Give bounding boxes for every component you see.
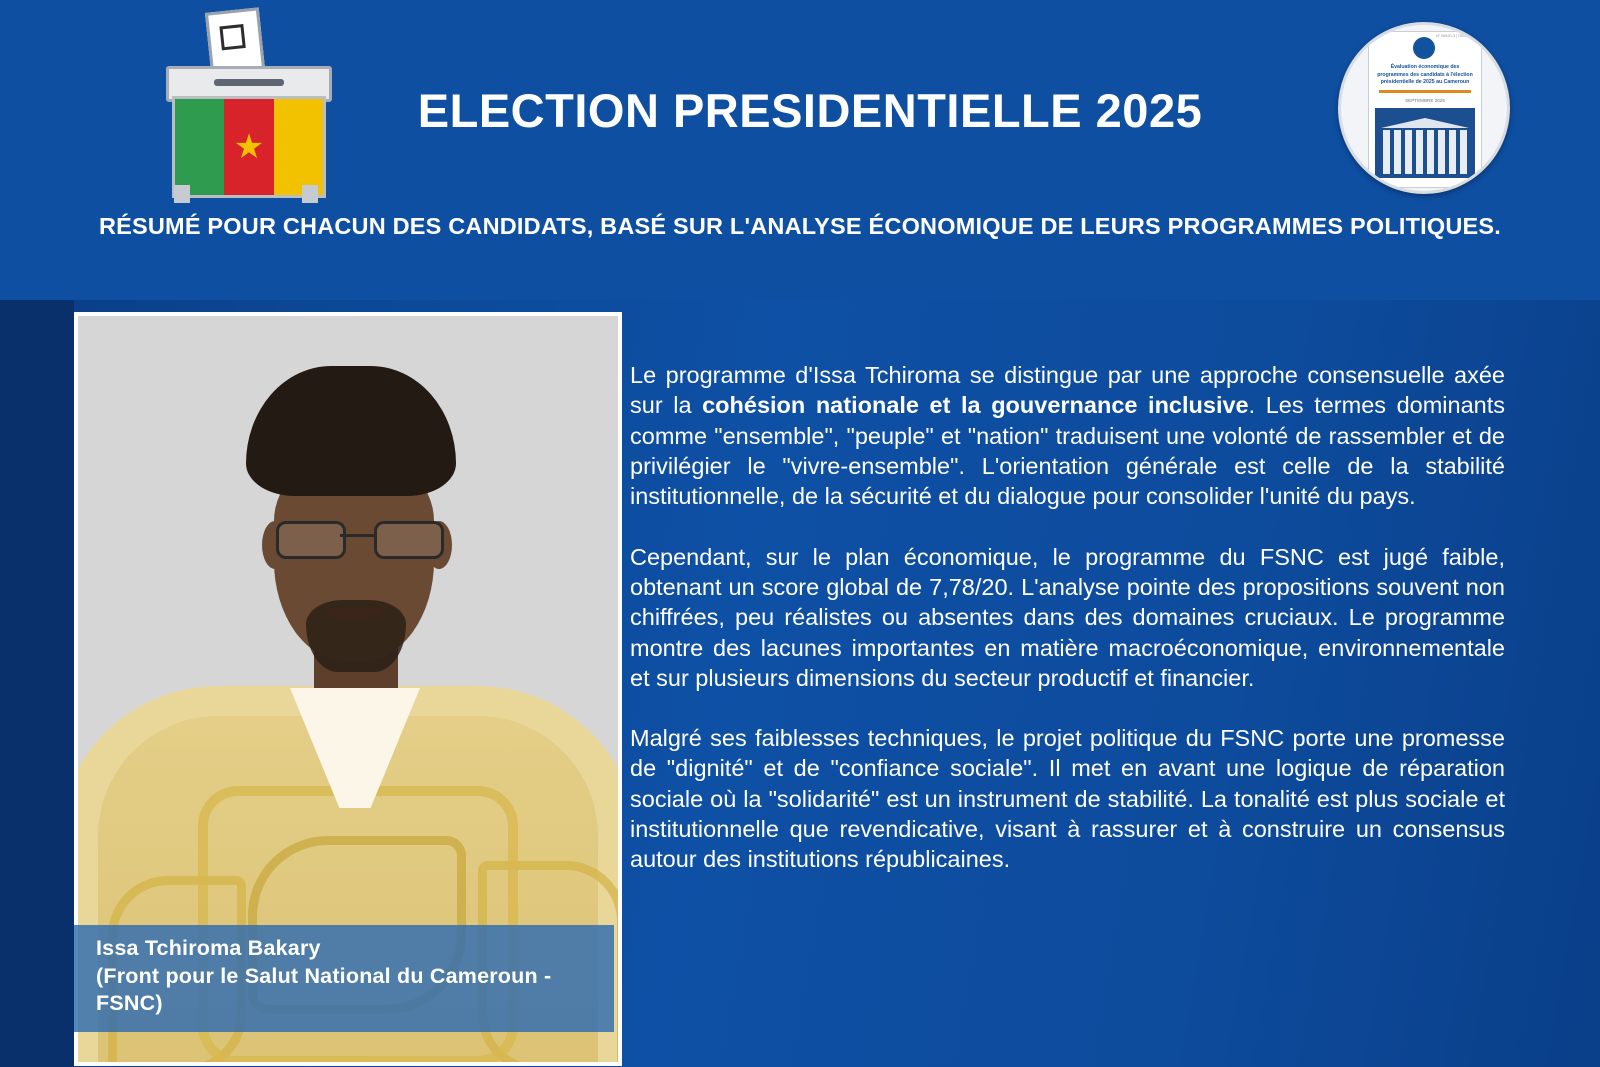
- candidate-name: Issa Tchiroma Bakary: [96, 936, 321, 960]
- ballot-box-foot-right: [302, 185, 318, 203]
- report-date: SEPTEMBRE 2025: [1405, 98, 1445, 103]
- report-title: Évaluation économique des programmes des candidats à l'élection présidentielle de 2025 au Cameroun: [1377, 64, 1473, 86]
- left-side-strip: [0, 300, 74, 1067]
- analysis-paragraph-3: Malgré ses faiblesses techniques, le projet politique du FSNC porte une promesse de "dignité" et de "confiance sociale". Il met en avant une logique de réparation sociale où la "solidarité" est un instrument de stabilité. La tonalité est plus sociale et institutionnelle que revendicative, visant à rassurer et à construire un consensus autour des institutions républicaines.: [630, 725, 1505, 873]
- analysis-p1-part2: . Les termes dominants comme "ensemble", "peuple" et "nation" traduisent une volonté de rassembler et de privilégier le "vivre-ensemble". L'orientation générale est celle de la stabilité institutionnelle, de la sécurité et du dialogue pour consolider l'unité du pays.: [630, 392, 1506, 510]
- analysis-p1-part1: Le programme d'Issa Tchiroma se distingue par une approche consensuelle axée sur la: [630, 362, 1505, 419]
- building-illustration-icon: [1375, 108, 1475, 178]
- analysis-paragraph-1: [630, 360, 1505, 512]
- building-roof: [1381, 118, 1469, 128]
- analysis-text: [630, 360, 1505, 875]
- building-columns: [1383, 130, 1467, 174]
- analysis-paragraph-2: Cependant, sur le plan économique, le programme du FSNC est jugé faible, obtenant un score global de 7,78/20. L'analyse pointe des propositions souvent non chiffrées, peu réalistes ou absentes dans des domaines cruciaux. Le programme montre des lacunes importantes en matière macroéconomique, environnementale et sur plusieurs dimensions du secteur productif et financier.: [630, 543, 1505, 691]
- report-topline: N° BI/NO-3 | OBS 32-41: [1436, 34, 1477, 38]
- flag-band-yellow: [274, 99, 323, 195]
- portrait-cap: [246, 366, 456, 496]
- candidate-party: (Front pour le Salut National du Cameroun - FSNC): [96, 963, 552, 1016]
- report-logo-icon: [1413, 37, 1435, 59]
- analysis-p1-bold: cohésion nationale et la gouvernance inclusive: [702, 392, 1249, 419]
- portrait-mouth: [326, 608, 384, 618]
- candidate-name-plate: [74, 925, 614, 1032]
- portrait-glasses-icon: [274, 521, 442, 555]
- flag-band-green: [175, 99, 224, 195]
- page-subtitle: RÉSUMÉ POUR CHACUN DES CANDIDATS, BASÉ SUR L'ANALYSE ÉCONOMIQUE DE LEURS PROGRAMMES POLITIQUES.: [98, 213, 1502, 239]
- ballot-box-flag-body: [172, 96, 326, 198]
- flag-band-red: [224, 99, 273, 195]
- page-title: ELECTION PRESIDENTIELLE 2025: [417, 84, 1203, 137]
- report-badge: [1338, 22, 1510, 194]
- ballot-paper-icon: [205, 7, 265, 74]
- ballot-box-foot-left: [174, 185, 190, 203]
- report-cover-icon: [1368, 31, 1482, 188]
- ballot-box-icon: [150, 10, 340, 195]
- flag-star-icon: ★: [233, 128, 265, 166]
- poster-header: [0, 0, 1600, 300]
- report-accent-bar: [1379, 90, 1471, 93]
